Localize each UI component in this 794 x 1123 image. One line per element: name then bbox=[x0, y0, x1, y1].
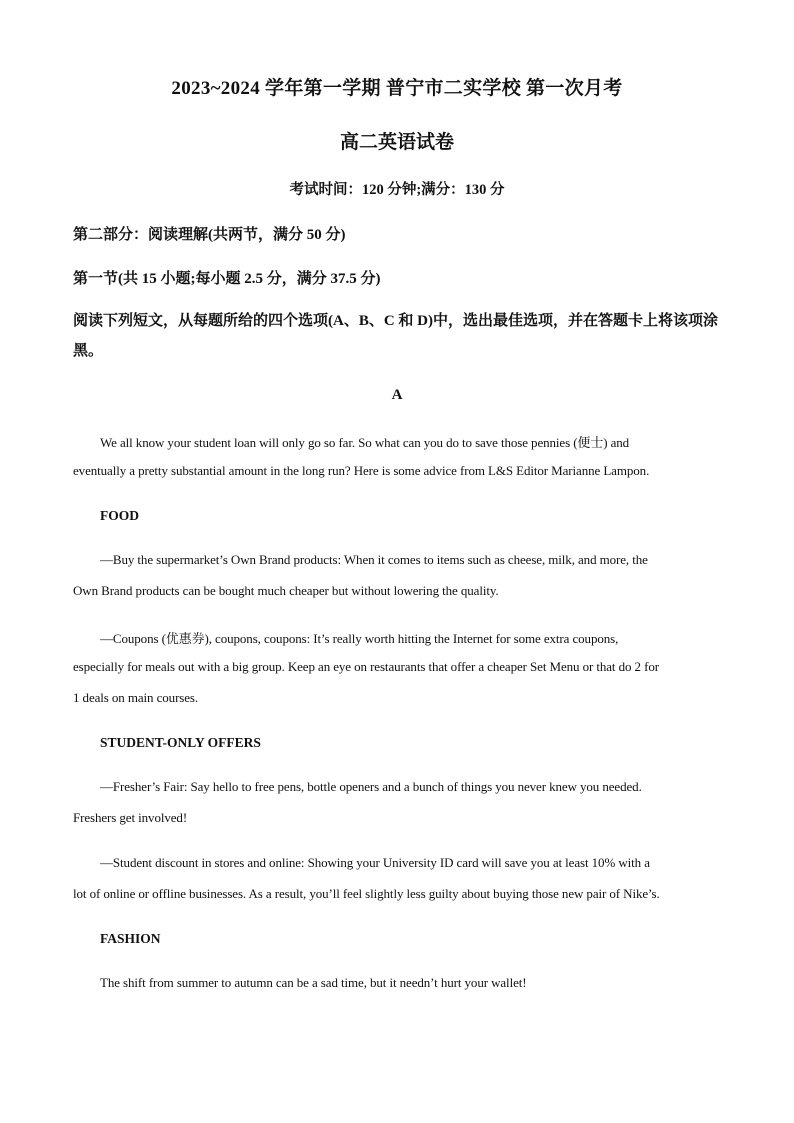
exam-time-and-score: 考试时间：120 分钟;满分：130 分 bbox=[289, 182, 505, 198]
food-heading: FOOD bbox=[100, 508, 139, 523]
section-heading: 第一节(共 15 小题;每小题 2.5 分，满分 37.5 分) bbox=[73, 271, 381, 287]
exam-title: 2023~2024 学年第一学期 普宁市二实学校 第一次月考 bbox=[171, 78, 623, 99]
food-item-line: —Buy the supermarket’s Own Brand products: When it comes to items such as cheese, milk, and more, the bbox=[100, 552, 648, 567]
student-item-line: Freshers get involved! bbox=[73, 810, 188, 825]
part-heading: 第二部分：阅读理解(共两节，满分 50 分) bbox=[73, 227, 346, 243]
food-item-line: especially for meals out with a big group. Keep an eye on restaurants that offer a cheaper Set Menu or that do 2 for bbox=[73, 659, 659, 674]
intro-line: eventually a pretty substantial amount in the long run? Here is some advice from L&S Editor Marianne Lampon. bbox=[73, 463, 650, 478]
food-item-line: Own Brand products can be bought much cheaper but without lowering the quality. bbox=[73, 583, 499, 598]
exam-subtitle: 高二英语试卷 bbox=[339, 132, 454, 153]
student-offers-heading: STUDENT-ONLY OFFERS bbox=[100, 735, 261, 750]
fashion-heading: FASHION bbox=[100, 931, 161, 946]
food-item-line: 1 deals on main courses. bbox=[73, 690, 199, 705]
intro-line: We all know your student loan will only go so far. So what can you do to save those pennies (便士) and bbox=[100, 435, 630, 450]
instructions: 阅读下列短文，从每题所给的四个选项(A、B、C 和 D)中，选出最佳选项，并在答题卡上将该项涂黑。 bbox=[73, 313, 718, 359]
student-item-line: —Fresher’s Fair: Say hello to free pens, bottle openers and a bunch of things you never knew you needed. bbox=[100, 779, 642, 794]
food-item-line: —Coupons (优惠券), coupons, coupons: It’s really worth hitting the Internet for some extra coupons, bbox=[100, 631, 619, 646]
student-item-line: lot of online or offline businesses. As a result, you’ll feel slightly less guilty about buying those new pair of Nike’s. bbox=[73, 886, 660, 901]
passage-letter: A bbox=[391, 387, 403, 403]
student-item-line: —Student discount in stores and online: Showing your University ID card will save you at least 10% with a bbox=[100, 855, 650, 870]
fashion-line: The shift from summer to autumn can be a sad time, but it needn’t hurt your wallet! bbox=[100, 975, 527, 990]
